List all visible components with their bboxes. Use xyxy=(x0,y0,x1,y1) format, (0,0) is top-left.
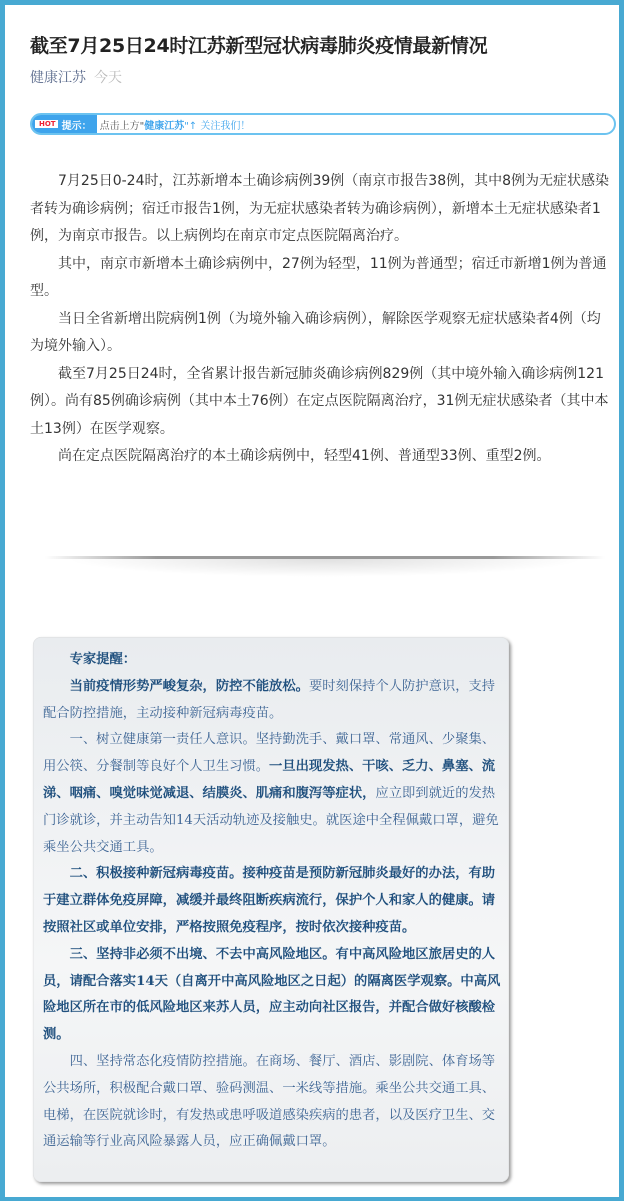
expert-heading: 专家提醒： xyxy=(69,652,137,667)
divider-shadow xyxy=(65,559,585,577)
tip-tag xyxy=(32,115,97,133)
paragraph: 尚在定点医院隔离治疗的本土确诊病例中，轻型41例、普通型33例、重型2例。 xyxy=(58,448,551,464)
expert-bold: 三、坚持非必须不出境、不去中高风险地区。有中高风险地区旅居史的人员，请配合落实14天（自离开中高风险地区之日起）的隔离医学观察。中高风险地区所在市的低风险地区来苏人员，应主动向社区报告，并配合做好核酸检测。 xyxy=(43,946,501,1043)
paragraph: 7月25日0-24时，江苏新增本土确诊病例39例（南京市报告38例，其中8例为无症状感染者转为确诊病例；宿迁市报告1例，为无症状感染者转为确诊病例），新增本土无症状感染者1例，为南京市报告。以上病例均在南京市定点医院隔离治疗。 xyxy=(30,173,610,244)
follow-tip-banner xyxy=(30,113,616,135)
tip-label: 提示： xyxy=(61,120,92,132)
expert-bold: 一旦出现发热、干咳、乏力、鼻塞、流涕、咽痛、嗅觉味觉减退、结膜炎、肌痛和腹泻等症状， xyxy=(43,759,496,801)
publish-date: 今天 xyxy=(94,70,122,86)
expert-bold: 当前疫情形势严峻复杂，防控不能放松。 xyxy=(69,678,309,694)
paragraph: 其中，南京市新增本土确诊病例中，27例为轻型，11例为普通型；宿迁市新增1例为普通型。 xyxy=(30,255,607,299)
hot-badge-icon: HOT xyxy=(35,120,58,128)
expert-reminder-box xyxy=(33,637,509,1182)
account-name-link[interactable]: 健康江苏 xyxy=(30,70,86,86)
paragraph: 当日全省新增出院病例1例（为境外输入确诊病例），解除医学观察无症状感染者4例（均为境外输入）。 xyxy=(30,310,601,354)
expert-text: 应立即到就近的发热门诊就诊，并主动告知14天活动轨迹及接触史。就医途中全程佩戴口罩，避免乘坐公共交通工具。 xyxy=(43,785,499,855)
tip-account-link[interactable]: 健康江苏 xyxy=(144,120,185,132)
expert-text: 四、坚持常态化疫情防控措施。在商场、餐厅、酒店、影剧院、体育场等公共场所，积极配合戴口罩、验码测温、一米线等措施。乘坐公共交通工具、电梯，在医院就诊时，有发热或患呼吸道感染疾病的患者，以及医疗卫生、交通运输等行业高风险暴露人员，应正确佩戴口罩。 xyxy=(43,1053,496,1150)
tip-pre: 点击上方" xyxy=(99,120,145,132)
paragraph: 截至7月25日24时，全省累计报告新冠肺炎确诊病例829例（其中境外输入确诊病例121例）。尚有85例确诊病例（其中本土76例）在定点医院隔离治疗，31例无症状感染者（其中本土13例）在医学观察。 xyxy=(30,365,609,437)
expert-bold: 二、积极接种新冠病毒疫苗。接种疫苗是预防新冠肺炎最好的办法，有助于建立群体免疫屏障，减缓并最终阻断疾病流行，保护个人和家人的健康。请按照社区或单位安排，严格按照免疫程序，按时依次接种疫苗。 xyxy=(43,866,496,935)
tip-post: "↑ 关注我们！ xyxy=(184,120,251,132)
article-title: 截至7月25日24时江苏新型冠状病毒肺炎疫情最新情况 xyxy=(30,35,488,57)
article-meta xyxy=(30,67,122,87)
expert-text: 一、树立健康第一责任人意识。坚持勤洗手、戴口罩、常通风、少聚集、用公筷、分餐制等良好个人卫生习惯。 xyxy=(43,732,496,775)
article-body xyxy=(30,168,610,471)
expert-text: 要时刻保持个人防护意识，支持配合防控措施，主动接种新冠病毒疫苗。 xyxy=(43,678,496,721)
